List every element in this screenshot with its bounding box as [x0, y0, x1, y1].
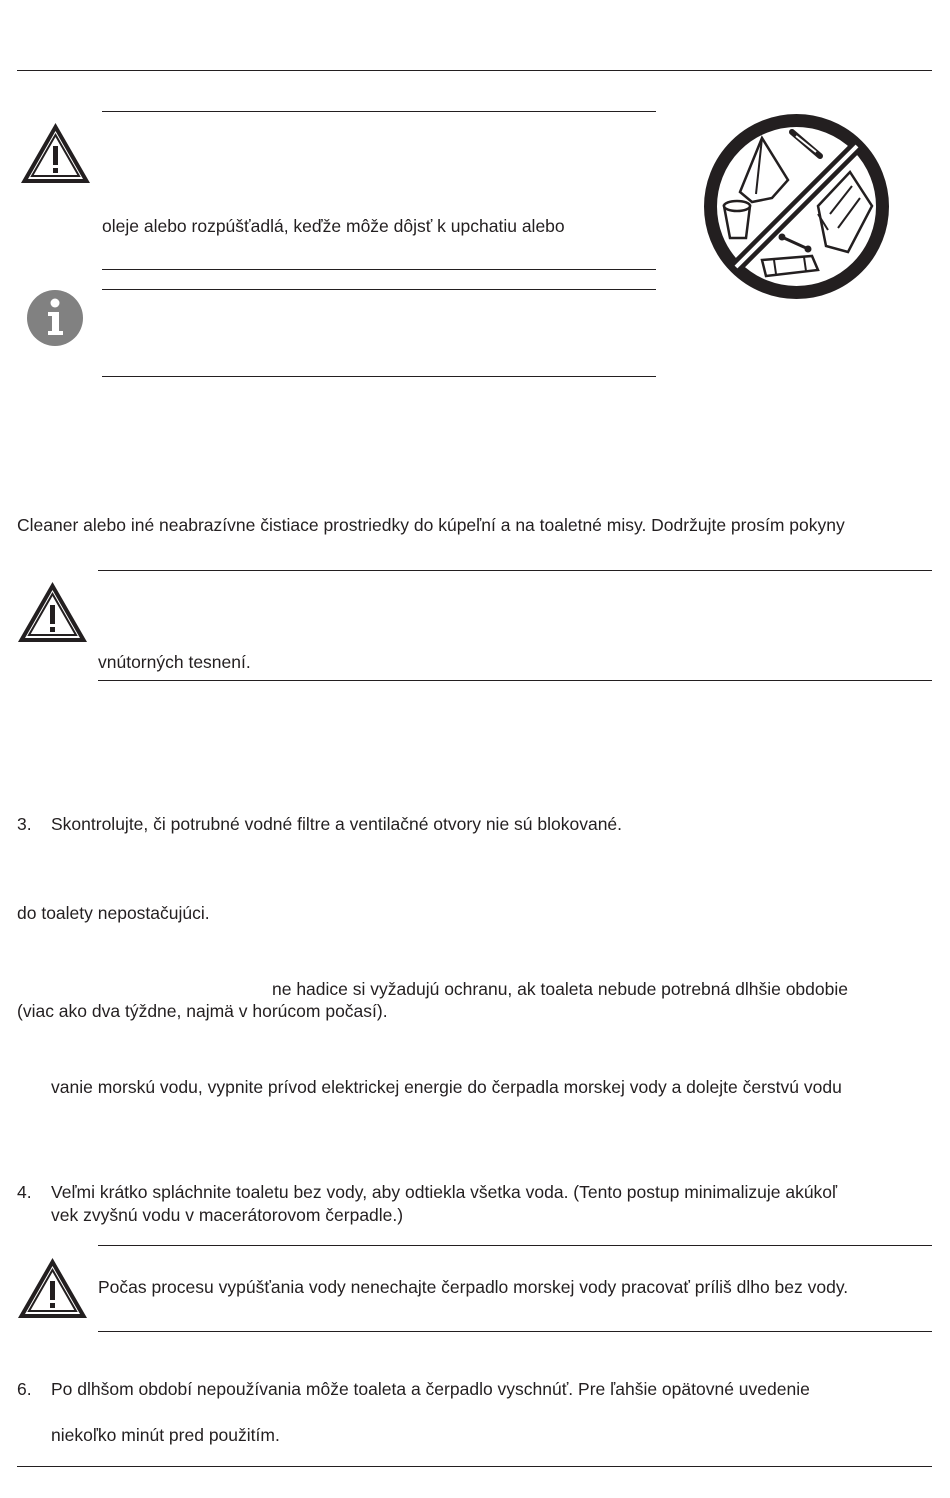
- warning-2-bottom-rule: [98, 680, 932, 681]
- warning-1-bottom-rule: [102, 269, 656, 270]
- top-rule: [17, 70, 932, 71]
- info-bottom-rule: [102, 376, 656, 377]
- hose-paragraph-line-1: ne hadice si vyžadujú ochranu, ak toaleta nebude potrebná dlhšie obdobie: [272, 979, 848, 999]
- warning-triangle-icon: [15, 1255, 90, 1321]
- list-item-3-text: Skontrolujte, či potrubné vodné filtre a ventilačné otvory nie sú blokované.: [51, 814, 623, 834]
- warning-3-bottom-rule: [98, 1331, 932, 1332]
- toilet-paragraph-line: do toalety nepostačujúci.: [17, 903, 210, 923]
- warning-3-top-rule: [98, 1245, 932, 1246]
- list-item-4-line-1: Veľmi krátko spláchnite toaletu bez vody, aby odtiekla všetka voda. (Tento postup minimalizuje akúkoľ: [51, 1182, 838, 1202]
- list-item-6-line-2: niekoľko minút pred použitím.: [51, 1425, 280, 1445]
- warning-1-text: oleje alebo rozpúšťadlá, keďže môže dôjsť k upchatiu alebo: [102, 216, 565, 236]
- info-top-rule: [102, 289, 656, 290]
- hose-paragraph-line-2: (viac ako dva týždne, najmä v horúcom počasí).: [17, 1001, 388, 1021]
- warning-1-top-rule: [102, 111, 656, 112]
- list-item-3-number: 3.: [17, 814, 32, 834]
- cleaner-paragraph-line: Cleaner alebo iné neabrazívne čistiace prostriedky do kúpeľní a na toaletné misy. Dodržujte prosím pokyny: [17, 515, 845, 535]
- info-icon: [26, 289, 84, 347]
- warning-triangle-icon: [18, 120, 93, 186]
- warning-triangle-icon: [15, 579, 90, 645]
- seawater-paragraph-line: vanie morskú vodu, vypnite prívod elektrickej energie do čerpadla morskej vody a dolejte čerstvú vodu: [51, 1077, 842, 1097]
- list-item-4-number: 4.: [17, 1182, 32, 1202]
- list-item-6-number: 6.: [17, 1379, 32, 1399]
- warning-3-text: Počas procesu vypúšťania vody nenechajte čerpadlo morskej vody pracovať príliš dlho bez vody.: [98, 1277, 849, 1297]
- no-waste-prohibited-icon: [700, 110, 893, 303]
- bottom-rule: [17, 1466, 932, 1467]
- list-item-4-line-2: vek zvyšnú vodu v macerátorovom čerpadle.): [51, 1205, 404, 1225]
- list-item-6-line-1: Po dlhšom období nepoužívania môže toaleta a čerpadlo vyschnúť. Pre ľahšie opätovné uvedenie: [51, 1379, 810, 1399]
- warning-2-top-rule: [98, 570, 932, 571]
- warning-2-text: vnútorných tesnení.: [98, 652, 251, 672]
